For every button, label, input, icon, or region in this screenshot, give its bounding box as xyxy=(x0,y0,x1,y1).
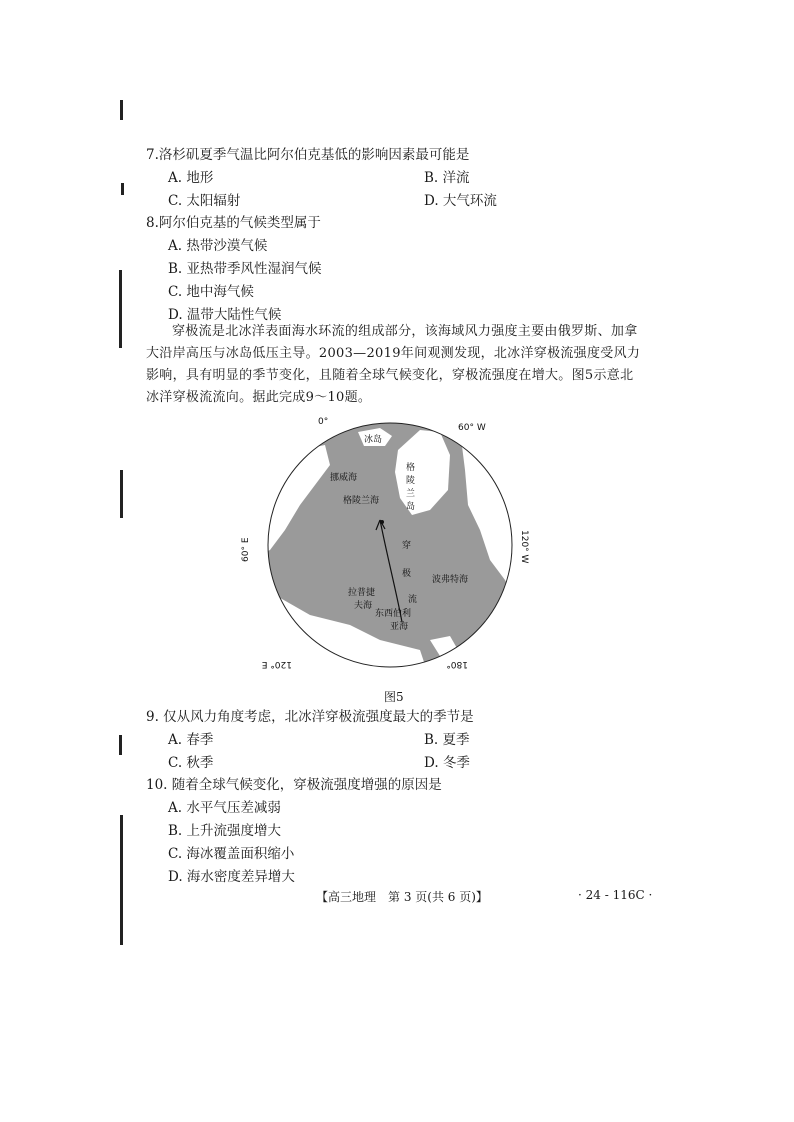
label-beaufort-sea: 波弗特海 xyxy=(432,575,469,585)
q8-option-b: B. 亚热带季风性湿润气候 xyxy=(168,261,322,277)
north-pole-dot xyxy=(380,520,384,524)
q9-option-b: B. 夏季 xyxy=(424,732,470,748)
label-norwegian-sea: 挪威海 xyxy=(330,473,358,483)
scan-mark xyxy=(121,183,124,195)
label-iceland: 冰岛 xyxy=(364,435,383,445)
label-120e: 120° E xyxy=(261,659,292,669)
page-footer-center: 【高三地理 第 3 页(共 6 页)】 xyxy=(316,890,488,904)
label-60w: 60° W xyxy=(458,423,486,433)
q10-option-d: D. 海水密度差异增大 xyxy=(168,869,295,885)
label-flow-3: 流 xyxy=(408,595,418,605)
question-9-stem: 9. 仅从风力角度考虑，北冰洋穿极流强度最大的季节是 xyxy=(146,709,474,725)
island xyxy=(485,615,515,638)
label-greenland-3: 兰 xyxy=(406,489,416,499)
page-footer-code: · 24 - 116C · xyxy=(578,888,653,902)
label-east-siberian-2: 亚海 xyxy=(390,622,409,632)
label-60e: 60° E xyxy=(241,537,251,562)
q8-option-a: A. 热带沙漠气候 xyxy=(168,238,268,254)
label-laptev-1: 拉普捷 xyxy=(348,588,376,598)
scan-mark xyxy=(120,100,123,120)
question-7-stem: 7.洛杉矶夏季气温比阿尔伯克基低的影响因素最可能是 xyxy=(146,147,470,163)
q10-option-c: C. 海冰覆盖面积缩小 xyxy=(168,846,295,862)
label-180: 180° xyxy=(446,659,468,669)
q7-option-c: C. 太阳辐射 xyxy=(168,193,241,209)
label-120w: 120° W xyxy=(519,530,529,564)
scan-mark xyxy=(120,815,123,945)
arctic-map-figure xyxy=(230,410,550,680)
q8-option-c: C. 地中海气候 xyxy=(168,284,254,300)
q10-option-a: A. 水平气压差减弱 xyxy=(168,800,281,816)
q7-option-b: B. 洋流 xyxy=(424,170,470,186)
q8-option-d: D. 温带大陆性气候 xyxy=(168,307,282,323)
q10-option-b: B. 上升流强度增大 xyxy=(168,823,282,839)
q9-option-a: A. 春季 xyxy=(168,732,214,748)
label-east-siberian-1: 东西伯利 xyxy=(375,609,412,619)
reading-passage: 穿极流是北冰洋表面海水环流的组成部分，该海域风力强度主要由俄罗斯、加拿大沿岸高压与冰岛低压主导。2003—2019年间观测发现，北冰洋穿极流强度受风力影响，具有明显的季节变化，且随着全球气候变化，穿极流强度在增大。图5示意北冰洋穿极流流向。据此完成9～10题。 xyxy=(146,324,641,405)
question-8-stem: 8.阿尔伯克基的气候类型属于 xyxy=(146,215,321,231)
label-greenland-1: 格 xyxy=(406,463,416,473)
q9-option-d: D. 冬季 xyxy=(424,755,470,771)
label-greenland-4: 岛 xyxy=(406,502,416,512)
label-flow-1: 穿 xyxy=(402,541,412,551)
label-greenland-2: 陵 xyxy=(406,476,416,486)
label-greenland-sea: 格陵兰海 xyxy=(343,496,380,506)
scan-mark xyxy=(119,735,122,755)
q7-option-d: D. 大气环流 xyxy=(424,193,497,209)
question-10-stem: 10. 随着全球气候变化，穿极流强度增强的原因是 xyxy=(146,777,442,793)
scan-mark xyxy=(119,270,122,348)
scan-mark xyxy=(120,470,123,518)
q9-option-c: C. 秋季 xyxy=(168,755,214,771)
label-laptev-2: 夫海 xyxy=(354,601,373,611)
label-0-degree: 0° xyxy=(318,417,329,427)
label-flow-2: 极 xyxy=(402,569,412,579)
figure-caption: 图5 xyxy=(384,690,404,704)
q7-option-a: A. 地形 xyxy=(168,170,214,186)
